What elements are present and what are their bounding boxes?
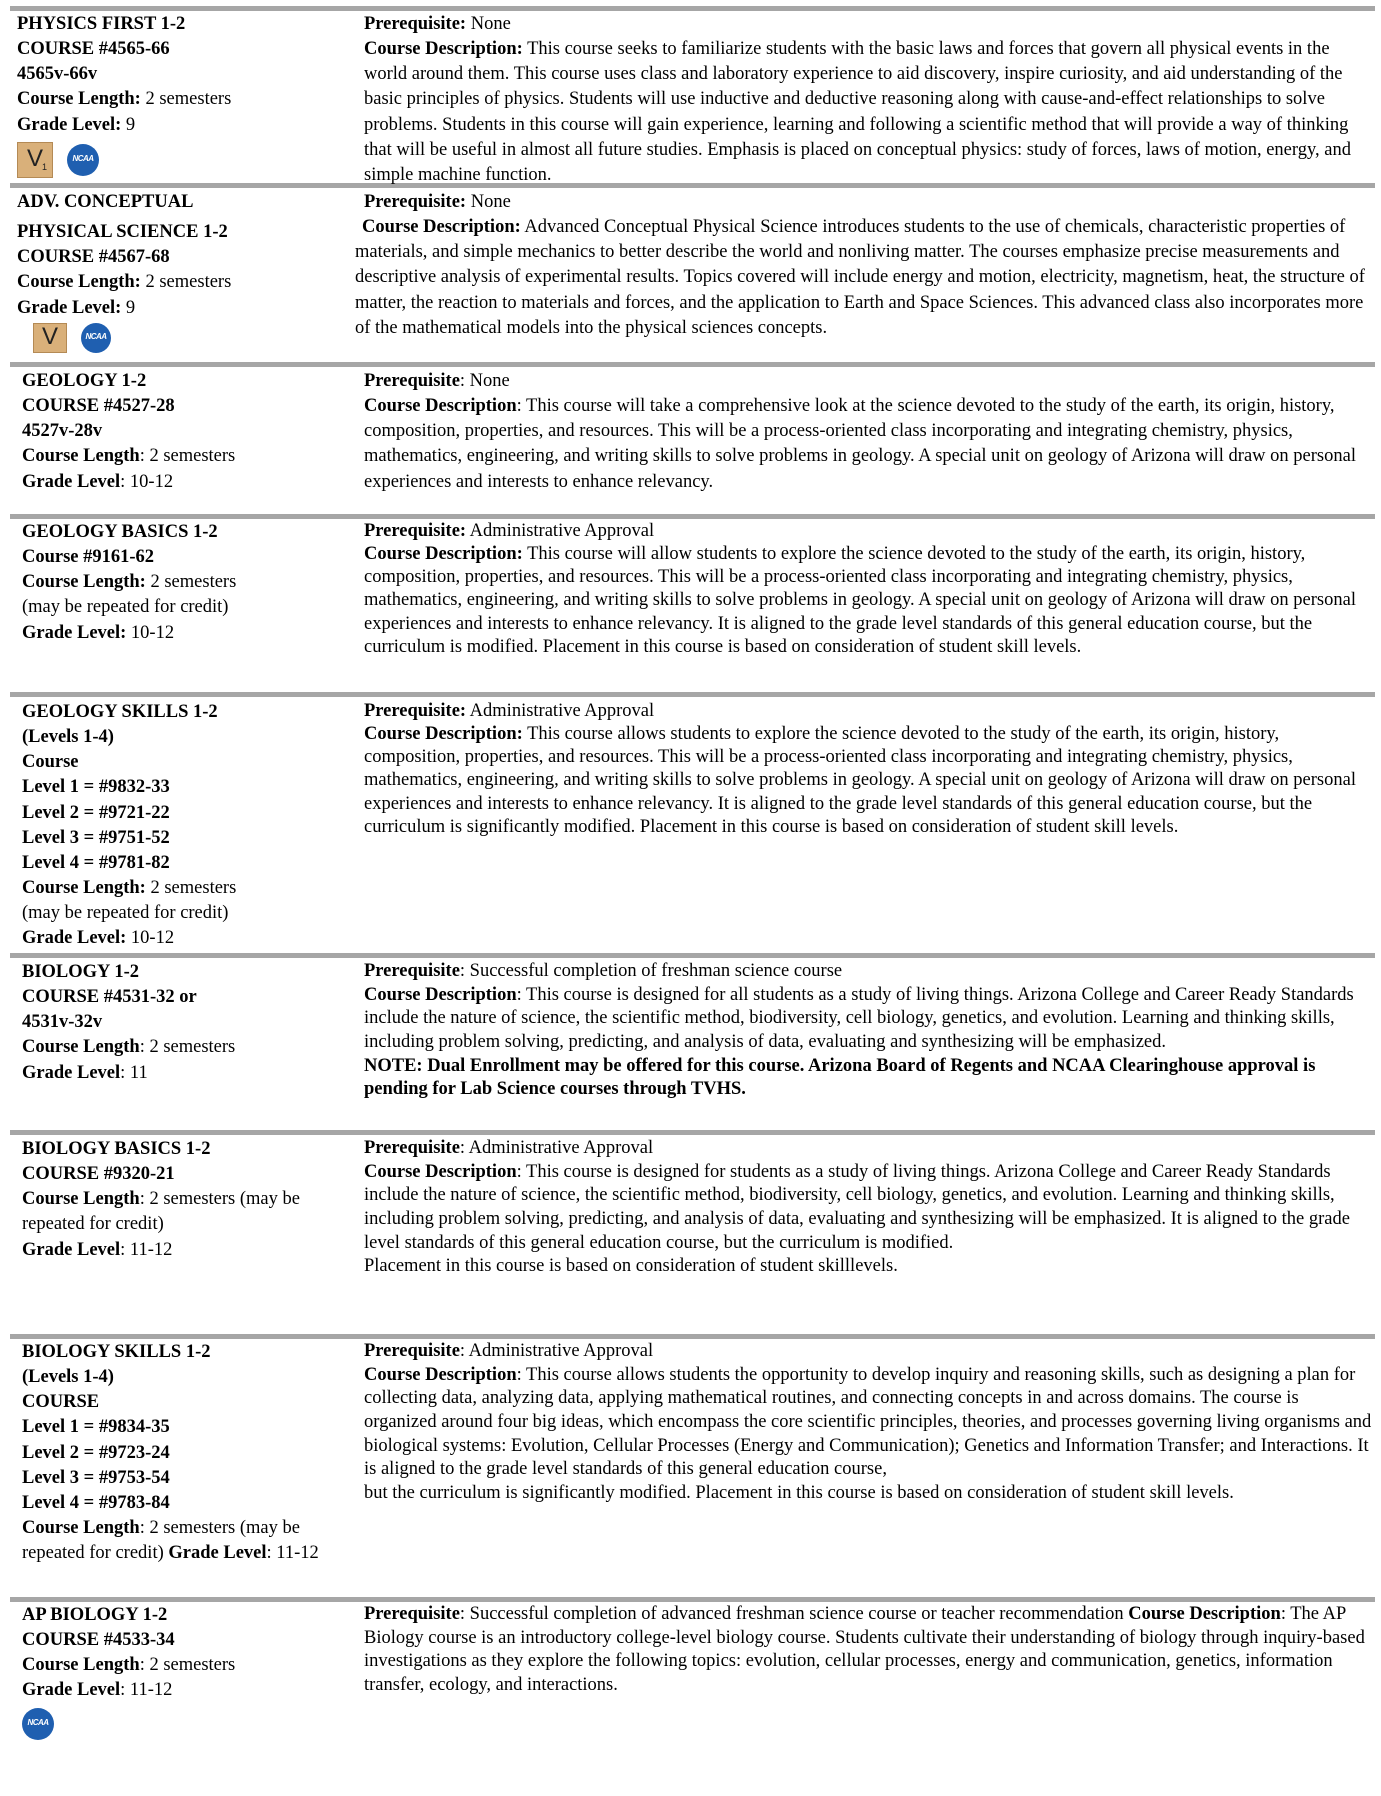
grade-level: Grade Level: 11-12 <box>22 1680 173 1701</box>
course-levels: (Levels 1-4) <box>22 1367 114 1388</box>
row-separator <box>10 1130 1375 1135</box>
course-description: Course Description: This course is designed for all students as a study of living things. Arizona College and Career Ready Standards include the nature of science, the scientific method, biodiversity, cell biology, genetics, and evolution. Learning and thinking skills, including problem solving, predicting, and analysis of data, evaluating and synthesizing will be emphasized. <box>364 984 1354 1053</box>
grade-level: Grade Level: 10-12 <box>22 928 175 949</box>
course-number-v: 4565v-66v <box>17 64 98 85</box>
course-info <box>22 700 352 952</box>
course-description: Course Description: This course allows students the opportunity to develop inquiry and reasoning skills, such as designing a plan for collecting data, analyzing data, applying mathematical routines, and connecting concepts in and across domains. The course is organized around four big ideas, which encompass the core scientific principles, theories, and processes governing living organisms and biological systems: Evolution, Cellular Processes (Energy and Communication); Genetics and Information Transfer; and Interactions. It is aligned to the grade level standards of this general education course, <box>364 1364 1372 1480</box>
row-separator <box>10 1334 1375 1339</box>
course-title: ADV. CONCEPTUAL <box>17 192 194 212</box>
course-description: Course Description: This course allows students to explore the science devoted to the study of the earth, its origin, history, composition, properties, and resources. This will be a process-oriented class incorporating and integrating chemistry, physics, mathematics, engineering, and writing skills to solve problems in geology. A special unit on geology of Arizona will draw on personal experiences and interests to enhance relevancy. It is aligned to the grade level standards of this general education course, but the curriculum is significantly modified. Placement in this course is based on consideration of student skill levels. <box>364 724 1356 837</box>
course-title: AP BIOLOGY 1-2 <box>22 1605 168 1625</box>
prerequisite: Prerequisite: None <box>364 14 511 34</box>
v-credit-badge-icon: V 1 <box>17 142 53 178</box>
course-title: BIOLOGY SKILLS 1-2 <box>22 1342 211 1362</box>
course-details <box>364 369 1374 495</box>
course-length: Course Length: 2 semesters <box>17 272 232 293</box>
course-length: Course Length: 2 semesters <box>22 446 236 467</box>
course-title: GEOLOGY 1-2 <box>22 371 147 391</box>
prerequisite: Prerequisite: Administrative Approval <box>364 701 655 721</box>
course-number: COURSE #4565-66 <box>17 39 170 60</box>
course-number: COURSE #4567-68 <box>17 247 170 268</box>
prerequisite: Prerequisite: Administrative Approval <box>364 1138 654 1158</box>
course-label: COURSE <box>22 1392 100 1413</box>
row-separator <box>10 1597 1375 1602</box>
ncaa-logo-icon: NCAA <box>67 144 99 176</box>
course-description: Course Description: Advanced Conceptual Physical Science introduces students to the use of chemicals, characteristic properties of materials, and simple mechanics to better describe the world and nonliving matter. The courses emphasize precise measurements and descriptive analysis of experimental results. Topics covered will include energy and motion, electricity, magnetism, heat, the structure of matter, the reaction to materials and forces, and the application to Earth and Space Sciences. This advanced class also incorporates more of the mathematical models into the physical sciences concepts. <box>355 217 1365 338</box>
course-title: BIOLOGY BASICS 1-2 <box>22 1139 211 1159</box>
course-info <box>22 520 352 646</box>
prerequisite-and-description: Prerequisite: Successful completion of advanced freshman science course or teacher recommendation Course Description: The AP Biology course is an introductory college-level biology course. Students cultivate their understanding of biology through inquiry-based investigations as they explore the following topics: evolution, cellular processes, energy and communication, genetics, information transfer, ecology, and interactions. <box>364 1604 1365 1696</box>
course-details <box>364 1137 1374 1279</box>
course-description: Course Description: This course will take a comprehensive look at the science devoted to the study of the earth, its origin, history, composition, properties, and resources. This will be a process-oriented class incorporating and integrating chemistry, physics, mathematics, engineering, and writing skills to solve problems in geology. A special unit on geology of Arizona will draw on personal experiences and interests to enhance relevancy. <box>364 396 1356 492</box>
course-length: Course Length: 2 semesters <box>17 89 232 110</box>
grade-level: Grade Level: 10-12 <box>22 471 174 492</box>
prerequisite: Prerequisite: Administrative Approval <box>364 521 655 541</box>
course-description: Course Description: This course seeks to familiarize students with the basic laws and forces that govern all physical events in the world around them. This course uses class and laboratory experience to aid discovery, inspire curiosity, and aid understanding of the basic principles of physics. Students will use inductive and deductive reasoning along with cause-and-effect relationships to solve problems. Students in this course will gain experience, learning and following a scientific method that will provide a way of thinking that will be useful in almost all future studies. Emphasis is placed on conceptual physics: study of forces, laws of motion, energy, and simple machine function. <box>364 39 1351 185</box>
course-info <box>22 369 352 495</box>
row-separator <box>10 6 1375 11</box>
badges <box>33 323 347 353</box>
badges <box>17 142 347 178</box>
course-number-v: 4527v-28v <box>22 421 103 442</box>
course-info <box>22 1603 352 1740</box>
course-length: Course Length: 2 semesters <box>22 1037 236 1058</box>
row-separator <box>10 692 1375 697</box>
course-number: COURSE #4533-34 <box>22 1630 175 1651</box>
course-info <box>22 1137 352 1263</box>
course-number: COURSE #4531-32 or <box>22 987 197 1008</box>
course-number-v: 4531v-32v <box>22 1012 103 1033</box>
course-length: Course Length: 2 semesters <box>22 878 237 899</box>
level-2-number: Level 2 = #9723-24 <box>22 1442 170 1463</box>
course-length: Course Length: 2 semesters <box>22 1655 236 1676</box>
v-credit-badge-icon: V <box>33 323 67 353</box>
course-length-note: (may be repeated for credit) <box>22 903 229 924</box>
placement-note: but the curriculum is significantly modified. Placement in this course is based on consideration of student skill levels. <box>364 1483 1234 1504</box>
course-info <box>17 190 347 353</box>
course-number: COURSE #9320-21 <box>22 1164 175 1185</box>
course-title: PHYSICS FIRST 1-2 <box>17 14 186 34</box>
course-details <box>364 1340 1374 1506</box>
grade-level: Grade Level: 11-12 <box>22 1239 173 1260</box>
course-title: BIOLOGY 1-2 <box>22 962 140 982</box>
course-details <box>355 190 1375 341</box>
course-length: Course Length: 2 semesters (may be repeated for credit) <box>22 1189 300 1235</box>
level-3-number: Level 3 = #9753-54 <box>22 1467 170 1488</box>
prerequisite: Prerequisite: Successful completion of freshman science course <box>364 961 843 981</box>
level-4-number: Level 4 = #9783-84 <box>22 1492 170 1513</box>
dual-enrollment-note: NOTE: Dual Enrollment may be offered for this course. Arizona Board of Regents and NCAA Clearinghouse approval is pending for Lab Science courses through TVHS. <box>364 1055 1316 1100</box>
course-details <box>364 12 1374 188</box>
course-details <box>364 1603 1374 1698</box>
course-label: Course <box>22 752 79 773</box>
course-details <box>364 700 1374 839</box>
course-title: GEOLOGY BASICS 1-2 <box>22 522 218 542</box>
grade-level: Grade Level: 11 <box>22 1062 148 1083</box>
course-length: Course Length: 2 semesters <box>22 572 237 593</box>
level-1-number: Level 1 = #9832-33 <box>22 777 170 798</box>
placement-note: Placement in this course is based on consideration of student skilllevels. <box>364 1256 898 1277</box>
prerequisite: Prerequisite: Administrative Approval <box>364 1341 654 1361</box>
row-separator <box>10 953 1375 958</box>
course-details <box>364 960 1374 1102</box>
level-2-number: Level 2 = #9721-22 <box>22 802 170 823</box>
level-3-number: Level 3 = #9751-52 <box>22 827 170 848</box>
course-info <box>22 1340 352 1566</box>
prerequisite: Prerequisite: None <box>364 192 511 212</box>
ncaa-logo-icon: NCAA <box>22 1708 54 1740</box>
course-number: Course #9161-62 <box>22 547 155 568</box>
badges <box>22 1708 352 1740</box>
row-separator <box>10 362 1375 367</box>
course-number: COURSE #4527-28 <box>22 396 175 417</box>
course-description: Course Description: This course is designed for students as a study of living things. Arizona College and Career Ready Standards include the nature of science, the scientific method, biodiversity, cell biology, genetics, and evolution. Learning and thinking skills, including problem solving, predicting, and analysis of data, evaluating and synthesizing will be emphasized. It is aligned to the grade level standards of this general education course, but the curriculum is modified. <box>364 1161 1350 1253</box>
course-levels: (Levels 1-4) <box>22 727 114 748</box>
level-1-number: Level 1 = #9834-35 <box>22 1417 170 1438</box>
row-separator <box>10 514 1375 519</box>
level-4-number: Level 4 = #9781-82 <box>22 852 170 873</box>
course-length-note: (may be repeated for credit) <box>22 597 229 618</box>
grade-level: Grade Level: 9 <box>17 297 136 318</box>
grade-level: Grade Level: 10-12 <box>22 622 175 643</box>
course-length-grade: Course Length: 2 semesters (may be repeated for credit) Grade Level: 11-12 <box>22 1518 319 1564</box>
course-info <box>22 960 352 1086</box>
grade-level: Grade Level: 9 <box>17 114 136 135</box>
prerequisite: Prerequisite: None <box>364 371 510 391</box>
course-title-2: PHYSICAL SCIENCE 1-2 <box>17 222 228 243</box>
ncaa-logo-icon: NCAA <box>81 323 111 353</box>
course-title: GEOLOGY SKILLS 1-2 <box>22 702 218 722</box>
course-description: Course Description: This course will allow students to explore the science devoted to the study of the earth, its origin, history, composition, properties, and resources. This will be a process-oriented class incorporating and integrating chemistry, physics, mathematics, engineering, and writing skills to solve problems in geology. A special unit on geology of Arizona will draw on personal experiences and interests to enhance relevancy. It is aligned to the grade level standards of this general education course, but the curriculum is modified. Placement in this course is based on consideration of student skill levels. <box>364 544 1356 657</box>
course-info <box>17 12 347 178</box>
course-details <box>364 520 1374 659</box>
